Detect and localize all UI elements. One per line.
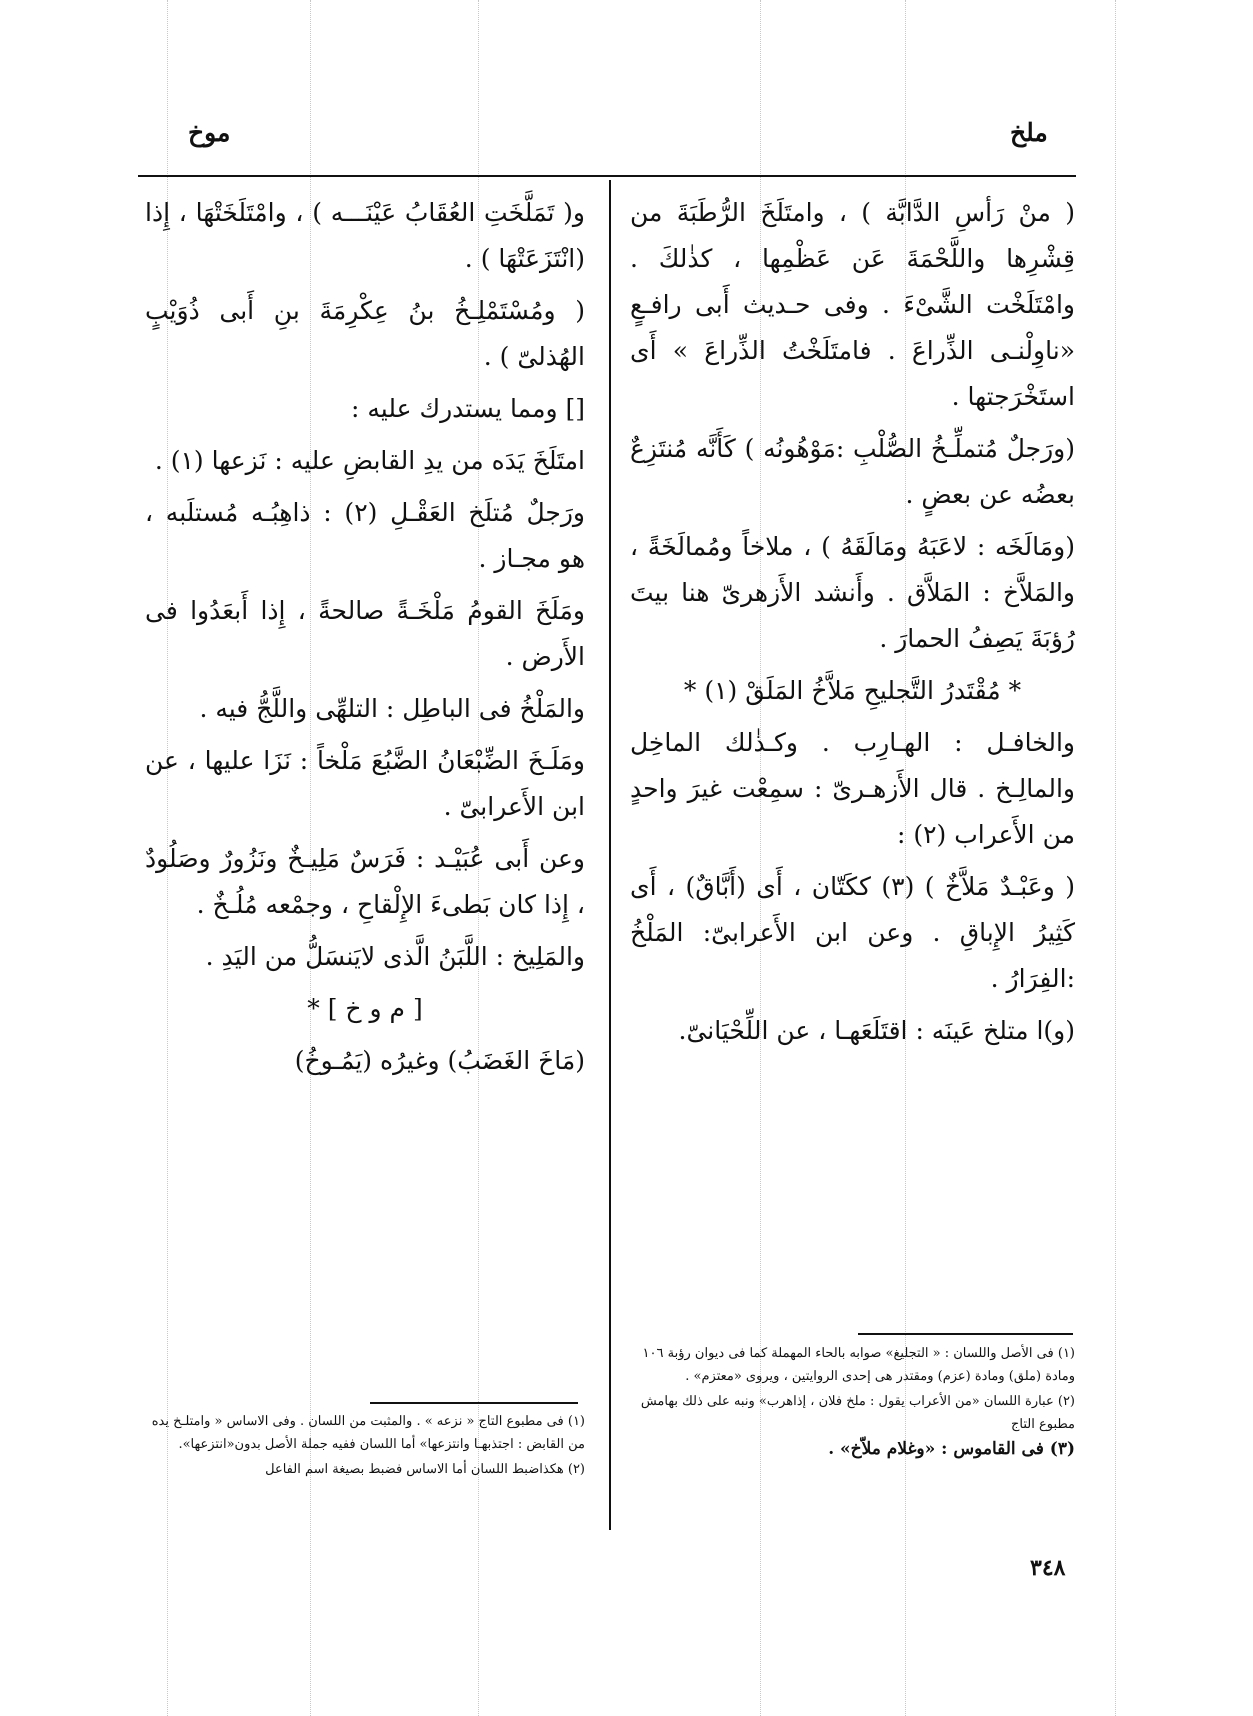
entry-paragraph: (ورَجلٌ مُتملِّـخُ الصُّلْبِ :مَوْهُونُه ) كَأَنَّه مُنتَزِعٌ بعضُه عن بعضٍ .	[630, 434, 1075, 509]
entry-paragraph: ومَلَخَ القومُ مَلْخَـةً صالحةً ، إِذا أَبعَدُوا فى الأَرض .	[145, 596, 585, 671]
entry-paragraph: ( منْ رَأسِ الدَّابَّة ) ، وامتَلَخَ الرُّطَبَةَ من قِشْرِها واللَّحْمَةَ عَن عَظْمِها ، كذٰلكَ . وامْتَلَخْت الشَّىْءَ . وفى حـديث أَبى رافـعٍ «ناوِلْنـى الذِّراعَ . فامتَلَخْتُ الذِّراعَ » أَى استَخْرَجتها .	[630, 198, 1075, 411]
entry-paragraph: والمَلِيخ : اللَّبَنُ الَّذى لايَنسَلُّ من اليَدِ .	[205, 942, 585, 971]
header-rule	[138, 175, 1076, 177]
footnote: (١) فى الأصل واللسان : « التجليغ» صوابه بالحاء المهملة كما فى ديوان رؤبة ١٠٦ ومادة (ملق) ومادة (عزم) ومقتدر هى إحدى الروايتين ، ويروى «معتزم» .	[642, 1346, 1075, 1384]
entry-paragraph: ( ومُسْتَمْلِـخُ بنُ عِكْرِمَةَ بنِ أَبى ذُوَيْبٍ الهُذلىّ ) .	[145, 296, 585, 371]
entry-paragraph: امتَلَخَ يَدَه من يدِ القابضِ عليه : نَزعها (١) .	[154, 446, 585, 475]
entry-paragraph: ( وعَبْـدٌ مَلاَّخٌ ) (٣) ككَتّان ، أَى (أَبَّاقٌ) ، أَى كَثِيرُ الإِباقِ . وعن ابن الأَعرابىّ: المَلْخُ :الفِرَارُ .	[630, 872, 1075, 993]
footnotes-right	[630, 1342, 1075, 1463]
footnote: (١) فى مطبوع التاج « نزعه » . والمثبت من اللسان . وفى الاساس « وامتلـخ يده من القابض : اجتذبهـا وانتزعها» أما اللسان ففيه جملة الأصل بدون«انتزعها».	[151, 1414, 585, 1452]
footnote-rule-right	[858, 1333, 1073, 1335]
entry-paragraph: (ومَالَخَه : لاعَبَهُ ومَالَقَهُ ) ، ملاخاً ومُمالَخَةً ، والمَلاَّخ : المَلاَّق . وأَنشد الأَزهرىّ هنا بيتَ رُؤبَةَ يَصِفُ الحمارَ .	[630, 532, 1075, 653]
entry-paragraph: و( تَمَلَّخَتِ العُقَابُ عَيْنَـــه ) ، وامْتَلَخَتْهَا ، إِذا (انْتَزَعَتْهَا ) .	[145, 198, 585, 273]
scan-dotted-line	[1115, 0, 1116, 1716]
page-number: ٣٤٨	[1030, 1555, 1066, 1581]
entry-paragraph: والخافـل : الهـارِب . وكـذٰلك الماخِل والمالِـخ . قال الأَزهـرىّ : سمِعْت غيرَ واحدٍ من الأَعراب (٢) :	[630, 728, 1075, 849]
right-column	[630, 190, 1075, 1060]
root-heading: [ م و خ ] *	[307, 994, 423, 1023]
footnote: (٣) فى القاموس : «وغلام ملاّخ» .	[828, 1439, 1075, 1459]
footnote: (٢) عبارة اللسان «من الأعراب يقول : ملخ فلان ، إذاهرب» ونبه على ذلك بهامش مطبوع التاج	[640, 1394, 1075, 1432]
footnote: (٢) هكذاضبط اللسان أما الاساس فضبط بصيغة اسم الفاعل	[265, 1462, 585, 1477]
header-right-word: ملخ	[1010, 118, 1048, 147]
entry-paragraph: ومَلَـخَ الضِّبْعَانُ الضَّبُعَ مَلْخاً : نَزَا عليها ، عن ابن الأَعرابىّ .	[145, 746, 585, 821]
header-left-word: موخ	[188, 118, 231, 147]
footnote-rule-left	[370, 1402, 578, 1404]
supplement-heading: [] ومما يستدرك عليه :	[351, 394, 585, 423]
column-divider	[609, 180, 611, 1530]
footnotes-left	[145, 1410, 585, 1483]
verse-line: * مُقْتَدرُ التَّجليحِ مَلاَّخُ المَلَقْ (١) *	[683, 676, 1022, 705]
left-column	[145, 190, 585, 1090]
entry-paragraph: وعن أَبى عُبَيْـد : فَرَسٌ مَلِيـخٌ ونَزُورٌ وصَلُودٌ ، إِذا كان بَطىءَ الإِلْقاحِ ، وجمْعه مُلُـخٌ .	[145, 844, 585, 919]
entry-paragraph: (مَاخَ الغَضَبُ) وغيرُه (يَمُـوخُ)	[294, 1046, 585, 1075]
entry-paragraph: (و)ا متلخ عَينَه : اقتَلَعَهـا ، عن اللِّحْيَانىّ.	[678, 1016, 1075, 1045]
entry-paragraph: والمَلْخُ فى الباطِل : التلهِّى واللَّجُّ فيه .	[199, 694, 585, 723]
entry-paragraph: ورَجلٌ مُتلَخ العَقْـلِ (٢) : ذاهِبُـه مُستلَبه ، هو مجـاز .	[145, 498, 585, 573]
